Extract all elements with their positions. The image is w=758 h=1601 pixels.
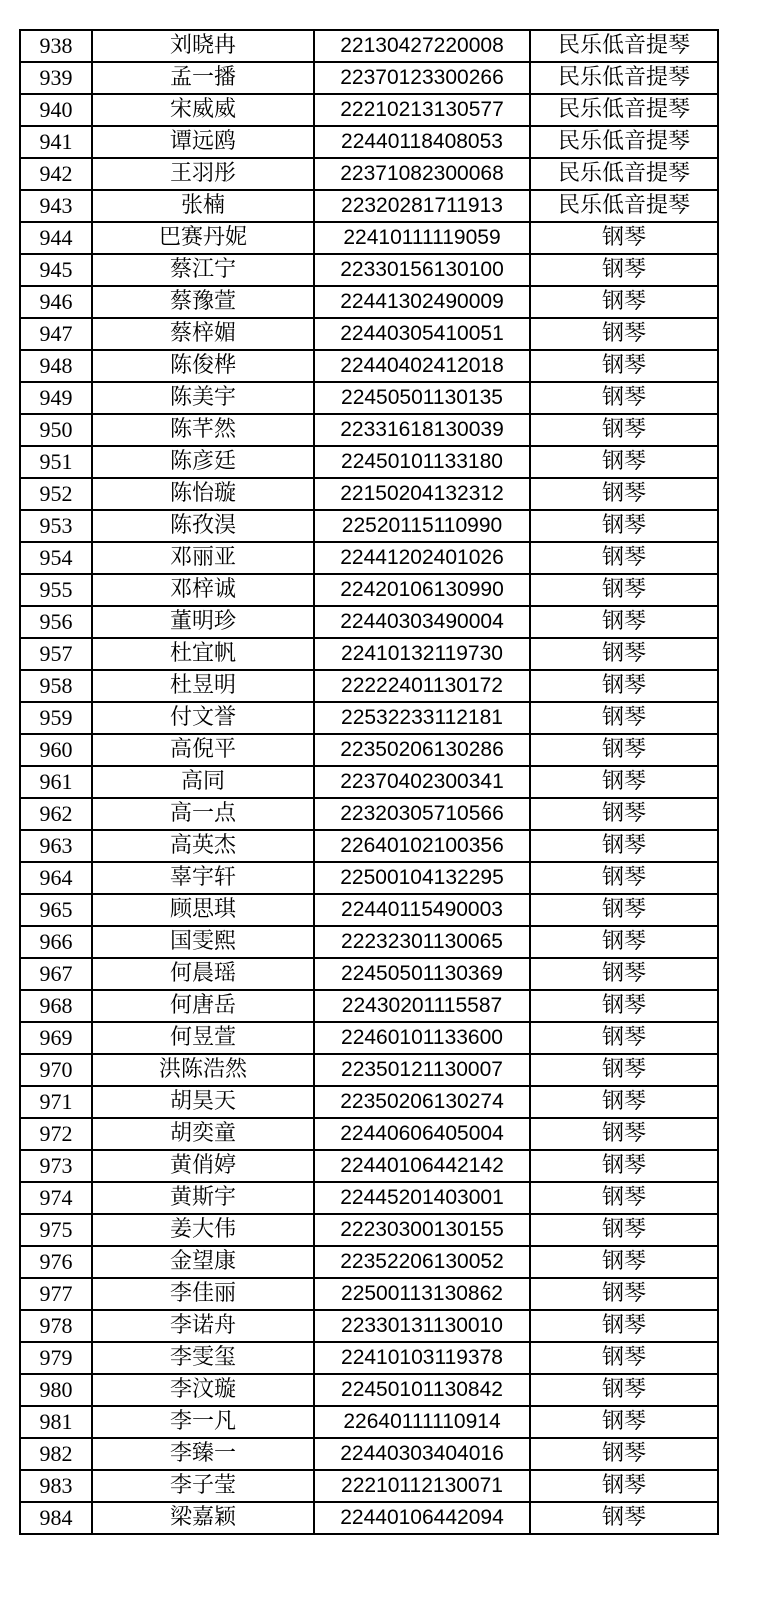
table-row: [20, 1310, 718, 1342]
student-name-cell: 谭远鸥: [92, 126, 314, 158]
table-row: [20, 254, 718, 286]
table-row: [20, 542, 718, 574]
student-name-cell: 胡昊天: [92, 1086, 314, 1118]
table-row: [20, 446, 718, 478]
table-row: [20, 702, 718, 734]
row-number-cell: 984: [20, 1502, 92, 1534]
table-row: [20, 190, 718, 222]
row-number-cell: 944: [20, 222, 92, 254]
row-number-cell: 971: [20, 1086, 92, 1118]
major-cell: 钢琴: [530, 542, 718, 574]
student-name-cell: 国雯熙: [92, 926, 314, 958]
student-name-cell: 杜昱明: [92, 670, 314, 702]
row-number-cell: 972: [20, 1118, 92, 1150]
table-row: [20, 670, 718, 702]
major-cell: 钢琴: [530, 1278, 718, 1310]
major-cell: 钢琴: [530, 574, 718, 606]
candidate-id-cell: 22232301130065: [314, 926, 530, 958]
student-name-cell: 李汶璇: [92, 1374, 314, 1406]
row-number-cell: 956: [20, 606, 92, 638]
major-cell: 钢琴: [530, 1374, 718, 1406]
table-row: [20, 1118, 718, 1150]
student-name-cell: 孟一播: [92, 62, 314, 94]
major-cell: 钢琴: [530, 1406, 718, 1438]
major-cell: 钢琴: [530, 1022, 718, 1054]
row-number-cell: 939: [20, 62, 92, 94]
student-name-cell: 陈怡璇: [92, 478, 314, 510]
candidate-id-cell: 22440402412018: [314, 350, 530, 382]
row-number-cell: 950: [20, 414, 92, 446]
major-cell: 民乐低音提琴: [530, 126, 718, 158]
table-row: [20, 606, 718, 638]
student-name-cell: 高同: [92, 766, 314, 798]
candidate-id-cell: 22150204132312: [314, 478, 530, 510]
candidate-id-cell: 22370123300266: [314, 62, 530, 94]
candidate-id-cell: 22440305410051: [314, 318, 530, 350]
major-cell: 钢琴: [530, 350, 718, 382]
row-number-cell: 955: [20, 574, 92, 606]
candidate-id-cell: 22330156130100: [314, 254, 530, 286]
row-number-cell: 976: [20, 1246, 92, 1278]
student-name-cell: 蔡豫萱: [92, 286, 314, 318]
table-row: [20, 766, 718, 798]
candidate-id-cell: 22445201403001: [314, 1182, 530, 1214]
major-cell: 钢琴: [530, 478, 718, 510]
candidate-id-cell: 22430201115587: [314, 990, 530, 1022]
candidate-id-cell: 22222401130172: [314, 670, 530, 702]
student-name-cell: 董明珍: [92, 606, 314, 638]
student-name-cell: 胡奕童: [92, 1118, 314, 1150]
major-cell: 钢琴: [530, 1246, 718, 1278]
candidate-id-cell: 22370402300341: [314, 766, 530, 798]
major-cell: 民乐低音提琴: [530, 190, 718, 222]
major-cell: 钢琴: [530, 670, 718, 702]
table-row: [20, 1182, 718, 1214]
major-cell: 钢琴: [530, 1118, 718, 1150]
student-name-cell: 李雯玺: [92, 1342, 314, 1374]
student-name-cell: 陈芊然: [92, 414, 314, 446]
major-cell: 钢琴: [530, 1214, 718, 1246]
table-row: [20, 62, 718, 94]
row-number-cell: 970: [20, 1054, 92, 1086]
table-row: [20, 1470, 718, 1502]
major-cell: 钢琴: [530, 318, 718, 350]
table-row: [20, 1342, 718, 1374]
major-cell: 民乐低音提琴: [530, 94, 718, 126]
major-cell: 钢琴: [530, 862, 718, 894]
table-row: [20, 1086, 718, 1118]
table-row: [20, 382, 718, 414]
candidate-id-cell: 22420106130990: [314, 574, 530, 606]
student-name-cell: 高一点: [92, 798, 314, 830]
student-name-cell: 巴赛丹妮: [92, 222, 314, 254]
table-row: [20, 126, 718, 158]
row-number-cell: 974: [20, 1182, 92, 1214]
major-cell: 钢琴: [530, 638, 718, 670]
row-number-cell: 982: [20, 1438, 92, 1470]
table-row: [20, 958, 718, 990]
table-row: [20, 286, 718, 318]
major-cell: 钢琴: [530, 382, 718, 414]
table-row: [20, 734, 718, 766]
table-row: [20, 350, 718, 382]
row-number-cell: 961: [20, 766, 92, 798]
student-name-cell: 陈彦廷: [92, 446, 314, 478]
student-name-cell: 蔡江宁: [92, 254, 314, 286]
table-row: [20, 510, 718, 542]
student-name-cell: 李佳丽: [92, 1278, 314, 1310]
table-row: [20, 1054, 718, 1086]
candidate-id-cell: 22410111119059: [314, 222, 530, 254]
row-number-cell: 945: [20, 254, 92, 286]
candidate-id-cell: 22320305710566: [314, 798, 530, 830]
student-name-cell: 邓梓诚: [92, 574, 314, 606]
student-name-cell: 何晨瑶: [92, 958, 314, 990]
candidate-id-cell: 22640102100356: [314, 830, 530, 862]
major-cell: 钢琴: [530, 510, 718, 542]
table-row: [20, 798, 718, 830]
candidate-id-cell: 22230300130155: [314, 1214, 530, 1246]
roster-table-body: [20, 30, 718, 1534]
candidate-id-cell: 22440118408053: [314, 126, 530, 158]
table-row: [20, 894, 718, 926]
table-row: [20, 30, 718, 62]
major-cell: 钢琴: [530, 1470, 718, 1502]
candidate-id-cell: 22440106442094: [314, 1502, 530, 1534]
row-number-cell: 964: [20, 862, 92, 894]
major-cell: 钢琴: [530, 958, 718, 990]
major-cell: 钢琴: [530, 894, 718, 926]
major-cell: 钢琴: [530, 446, 718, 478]
row-number-cell: 978: [20, 1310, 92, 1342]
student-name-cell: 王羽彤: [92, 158, 314, 190]
row-number-cell: 967: [20, 958, 92, 990]
major-cell: 钢琴: [530, 926, 718, 958]
major-cell: 钢琴: [530, 606, 718, 638]
student-name-cell: 刘晓冉: [92, 30, 314, 62]
table-row: [20, 1150, 718, 1182]
major-cell: 钢琴: [530, 1342, 718, 1374]
row-number-cell: 959: [20, 702, 92, 734]
student-name-cell: 何昱萱: [92, 1022, 314, 1054]
student-name-cell: 高倪平: [92, 734, 314, 766]
table-row: [20, 830, 718, 862]
student-name-cell: 李子莹: [92, 1470, 314, 1502]
row-number-cell: 958: [20, 670, 92, 702]
table-row: [20, 862, 718, 894]
row-number-cell: 949: [20, 382, 92, 414]
student-name-cell: 顾思琪: [92, 894, 314, 926]
candidate-id-cell: 22450501130135: [314, 382, 530, 414]
table-row: [20, 1438, 718, 1470]
candidate-id-cell: 22500104132295: [314, 862, 530, 894]
student-name-cell: 李臻一: [92, 1438, 314, 1470]
student-name-cell: 邓丽亚: [92, 542, 314, 574]
row-number-cell: 963: [20, 830, 92, 862]
major-cell: 钢琴: [530, 1054, 718, 1086]
table-row: [20, 1374, 718, 1406]
major-cell: 钢琴: [530, 286, 718, 318]
major-cell: 钢琴: [530, 1182, 718, 1214]
row-number-cell: 980: [20, 1374, 92, 1406]
table-row: [20, 1214, 718, 1246]
student-name-cell: 宋威威: [92, 94, 314, 126]
student-name-cell: 陈美宇: [92, 382, 314, 414]
student-name-cell: 黄斯宇: [92, 1182, 314, 1214]
major-cell: 钢琴: [530, 798, 718, 830]
student-name-cell: 付文誉: [92, 702, 314, 734]
row-number-cell: 952: [20, 478, 92, 510]
row-number-cell: 957: [20, 638, 92, 670]
candidate-id-cell: 22460101133600: [314, 1022, 530, 1054]
major-cell: 钢琴: [530, 734, 718, 766]
row-number-cell: 940: [20, 94, 92, 126]
candidate-id-cell: 22352206130052: [314, 1246, 530, 1278]
row-number-cell: 977: [20, 1278, 92, 1310]
major-cell: 钢琴: [530, 254, 718, 286]
row-number-cell: 951: [20, 446, 92, 478]
candidate-id-cell: 22520115110990: [314, 510, 530, 542]
row-number-cell: 962: [20, 798, 92, 830]
row-number-cell: 979: [20, 1342, 92, 1374]
student-name-cell: 张楠: [92, 190, 314, 222]
major-cell: 钢琴: [530, 1150, 718, 1182]
candidate-id-cell: 22331618130039: [314, 414, 530, 446]
candidate-id-cell: 22410132119730: [314, 638, 530, 670]
candidate-id-cell: 22350121130007: [314, 1054, 530, 1086]
table-row: [20, 478, 718, 510]
major-cell: 钢琴: [530, 222, 718, 254]
row-number-cell: 969: [20, 1022, 92, 1054]
row-number-cell: 938: [20, 30, 92, 62]
table-row: [20, 1022, 718, 1054]
row-number-cell: 975: [20, 1214, 92, 1246]
table-row: [20, 1502, 718, 1534]
candidate-id-cell: 22440303404016: [314, 1438, 530, 1470]
candidate-id-cell: 22441202401026: [314, 542, 530, 574]
candidate-id-cell: 22440606405004: [314, 1118, 530, 1150]
row-number-cell: 960: [20, 734, 92, 766]
candidate-id-cell: 22441302490009: [314, 286, 530, 318]
table-row: [20, 1406, 718, 1438]
candidate-id-cell: 22640111110914: [314, 1406, 530, 1438]
major-cell: 钢琴: [530, 766, 718, 798]
student-name-cell: 陈俊桦: [92, 350, 314, 382]
student-name-cell: 姜大伟: [92, 1214, 314, 1246]
candidate-id-cell: 22532233112181: [314, 702, 530, 734]
table-row: [20, 414, 718, 446]
candidate-id-cell: 22440303490004: [314, 606, 530, 638]
candidate-id-cell: 22440115490003: [314, 894, 530, 926]
major-cell: 钢琴: [530, 414, 718, 446]
row-number-cell: 983: [20, 1470, 92, 1502]
candidate-id-cell: 22450101133180: [314, 446, 530, 478]
table-row: [20, 1278, 718, 1310]
row-number-cell: 942: [20, 158, 92, 190]
row-number-cell: 946: [20, 286, 92, 318]
row-number-cell: 973: [20, 1150, 92, 1182]
table-row: [20, 222, 718, 254]
row-number-cell: 954: [20, 542, 92, 574]
major-cell: 钢琴: [530, 1310, 718, 1342]
table-row: [20, 94, 718, 126]
candidate-id-cell: 22350206130274: [314, 1086, 530, 1118]
row-number-cell: 965: [20, 894, 92, 926]
table-row: [20, 990, 718, 1022]
student-name-cell: 洪陈浩然: [92, 1054, 314, 1086]
student-name-cell: 何唐岳: [92, 990, 314, 1022]
major-cell: 钢琴: [530, 1438, 718, 1470]
roster-table: [19, 29, 719, 1535]
table-row: [20, 638, 718, 670]
student-name-cell: 金望康: [92, 1246, 314, 1278]
major-cell: 钢琴: [530, 990, 718, 1022]
table-row: [20, 574, 718, 606]
student-name-cell: 李一凡: [92, 1406, 314, 1438]
candidate-id-cell: 22210213130577: [314, 94, 530, 126]
student-name-cell: 辜宇轩: [92, 862, 314, 894]
major-cell: 民乐低音提琴: [530, 62, 718, 94]
table-row: [20, 318, 718, 350]
student-name-cell: 高英杰: [92, 830, 314, 862]
candidate-id-cell: 22210112130071: [314, 1470, 530, 1502]
candidate-id-cell: 22440106442142: [314, 1150, 530, 1182]
major-cell: 钢琴: [530, 702, 718, 734]
student-name-cell: 蔡梓媚: [92, 318, 314, 350]
candidate-id-cell: 22410103119378: [314, 1342, 530, 1374]
row-number-cell: 966: [20, 926, 92, 958]
major-cell: 民乐低音提琴: [530, 30, 718, 62]
major-cell: 钢琴: [530, 830, 718, 862]
candidate-id-cell: 22320281711913: [314, 190, 530, 222]
candidate-id-cell: 22350206130286: [314, 734, 530, 766]
table-row: [20, 158, 718, 190]
row-number-cell: 943: [20, 190, 92, 222]
row-number-cell: 941: [20, 126, 92, 158]
row-number-cell: 947: [20, 318, 92, 350]
candidate-id-cell: 22500113130862: [314, 1278, 530, 1310]
row-number-cell: 968: [20, 990, 92, 1022]
student-name-cell: 陈孜淏: [92, 510, 314, 542]
major-cell: 钢琴: [530, 1086, 718, 1118]
candidate-id-cell: 22450101130842: [314, 1374, 530, 1406]
row-number-cell: 981: [20, 1406, 92, 1438]
major-cell: 民乐低音提琴: [530, 158, 718, 190]
candidate-id-cell: 22330131130010: [314, 1310, 530, 1342]
student-name-cell: 杜宜帆: [92, 638, 314, 670]
row-number-cell: 948: [20, 350, 92, 382]
row-number-cell: 953: [20, 510, 92, 542]
table-row: [20, 926, 718, 958]
student-name-cell: 梁嘉颖: [92, 1502, 314, 1534]
table-row: [20, 1246, 718, 1278]
candidate-id-cell: 22371082300068: [314, 158, 530, 190]
candidate-id-cell: 22450501130369: [314, 958, 530, 990]
student-name-cell: 黄俏婷: [92, 1150, 314, 1182]
candidate-id-cell: 22130427220008: [314, 30, 530, 62]
student-name-cell: 李诺舟: [92, 1310, 314, 1342]
major-cell: 钢琴: [530, 1502, 718, 1534]
